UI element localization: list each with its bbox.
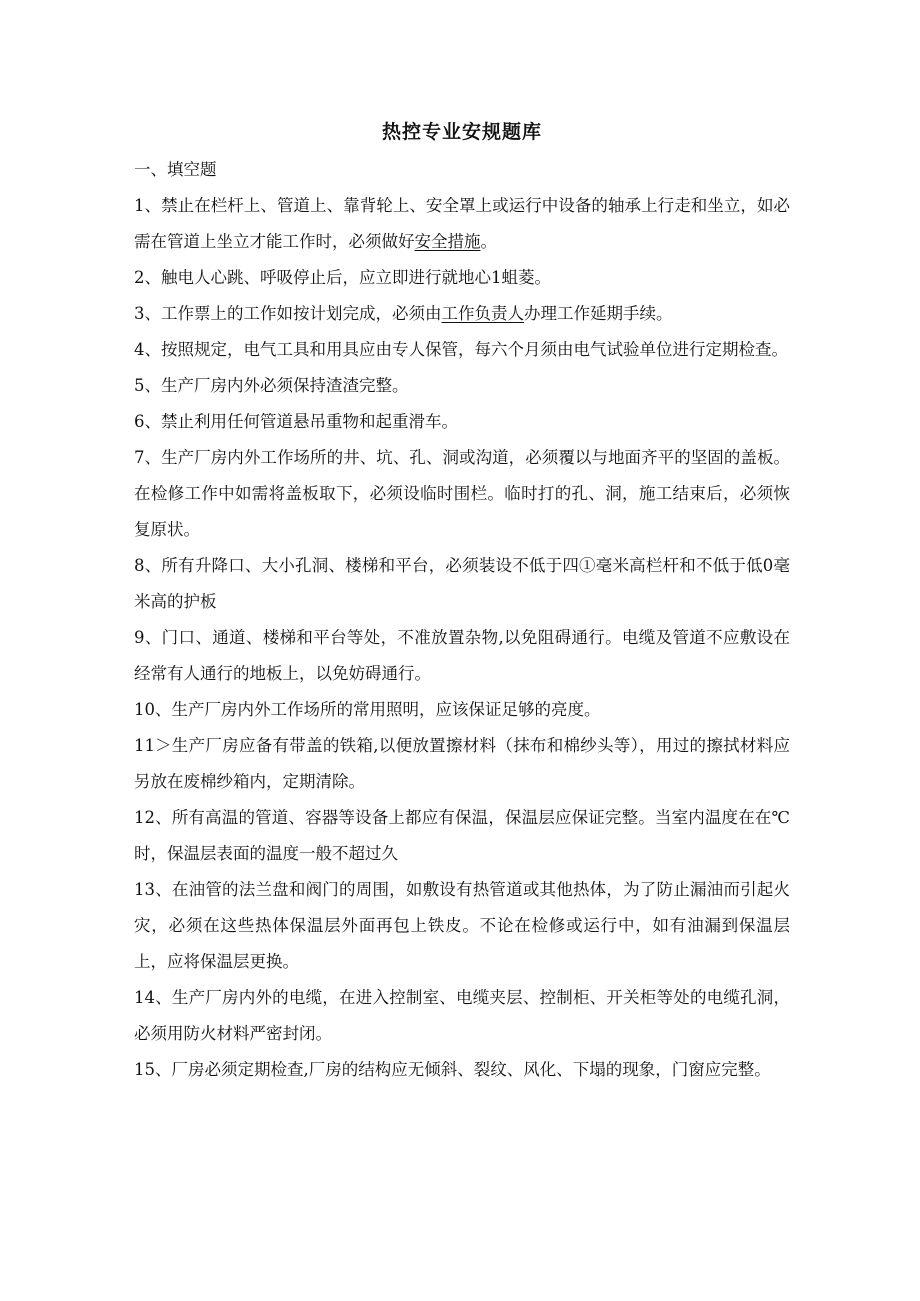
question-5: 5、生产厂房内外必须保持渣渣完整。 xyxy=(134,376,409,395)
question-7: 7、生产厂房内外工作场所的井、坑、孔、洞或沟道，必须覆以与地面齐平的坚固的盖板。在检修工作中如需将盖板取下，必须设临时围栏。临时打的孔、洞，施工结束后，必须恢复原状。 xyxy=(134,448,790,539)
question-1-answer: 安全措施 xyxy=(414,232,481,251)
document-title: 热控专业安规题库 xyxy=(381,121,542,143)
question-15: 15、厂房必须定期检查,厂房的结构应无倾斜、裂纹、风化、下塌的现象，门窗应完整。 xyxy=(134,1060,771,1079)
question-9: 9、门口、通道、楼梯和平台等处，不准放置杂物,以免阻碍通行。电缆及管道不应敷设在经常有人通行的地板上，以免妨碍通行。 xyxy=(134,628,790,683)
question-1 xyxy=(134,188,790,260)
question-3-end: 办理工作延期手续。 xyxy=(524,304,673,323)
question-4: 4、按照规定，电气工具和用具应由专人保管，每六个月须由电气试验单位进行定期检查。 xyxy=(134,340,788,359)
question-3-text: 3、工作票上的工作如按计划完成，必须由 xyxy=(134,304,442,323)
question-10: 10、生产厂房内外工作场所的常用照明，应该保证足够的亮度。 xyxy=(134,700,601,719)
question-3 xyxy=(134,296,790,332)
question-8: 8、所有升降口、大小孔洞、楼梯和平台，必须装设不低于四①毫米高栏杆和不低于低0毫米高的护板 xyxy=(134,556,790,611)
question-14: 14、生产厂房内外的电缆，在进入控制室、电缆夹层、控制柜、开关柜等处的电缆孔洞，必须用防火材料严密封闭。 xyxy=(134,988,790,1043)
question-1-end: 。 xyxy=(480,232,497,251)
question-2: 2、触电人心跳、呼吸停止后，应立即进行就地心1蛆菱。 xyxy=(134,268,551,287)
section-heading: 一、填空题 xyxy=(134,160,217,179)
question-11: 11＞生产厂房应备有带盖的铁箱,以便放置擦材料（抹布和棉纱头等），用过的擦拭材料应另放在废棉纱箱内，定期清除。 xyxy=(134,736,790,791)
question-3-answer: 工作负责人 xyxy=(441,304,524,323)
question-12: 12、所有高温的管道、容器等设备上都应有保温，保温层应保证完整。当室内温度在在℃时，保温层表面的温度一般不超过久 xyxy=(134,808,790,863)
question-1-text: 1、禁止在栏杆上、管道上、靠背轮上、安全罩上或运行中设备的轴承上行走和坐立，如必需在管道上坐立才能工作时，必须做好 xyxy=(134,196,790,251)
question-13: 13、在油管的法兰盘和阀门的周围，如敷设有热管道或其他热体，为了防止漏油而引起火灾，必须在这些热体保温层外面再包上铁皮。不论在检修或运行中，如有油漏到保温层上，应将保温层更换。 xyxy=(134,880,790,971)
question-6: 6、禁止利用任何管道悬吊重物和起重滑车。 xyxy=(134,412,458,431)
